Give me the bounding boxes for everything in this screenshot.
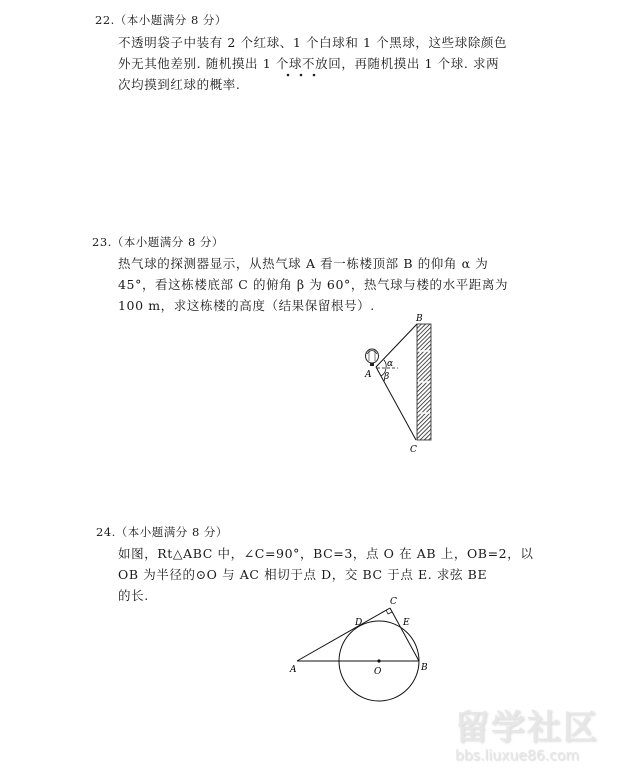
q23-line-3: 100 m，求这栋楼的高度（结果保留根号）. bbox=[118, 298, 375, 313]
q22-header bbox=[95, 12, 227, 28]
label-C: C bbox=[390, 597, 397, 607]
q22-score: （本小题满分 8 分） bbox=[114, 13, 227, 27]
q22-body bbox=[118, 32, 507, 95]
q24-line-1: 如图，Rt△ABC 中，∠C=90°，BC=3，点 O 在 AB 上，OB=2，以 bbox=[118, 546, 534, 561]
hot-air-balloon-icon bbox=[366, 349, 379, 366]
watermark-text: 留学社区 bbox=[455, 708, 599, 748]
q24-number: 24. bbox=[96, 525, 116, 539]
q23-balloon-building-figure bbox=[350, 310, 460, 460]
q24-score: （本小题满分 8 分） bbox=[115, 525, 228, 539]
q24-line-3: 的长. bbox=[118, 588, 149, 603]
q22-emphasis-dots bbox=[282, 71, 322, 79]
label-D: D bbox=[355, 618, 363, 628]
q23-line-1: 热气球的探测器显示，从热气球 A 看一栋楼顶部 B 的仰角 α 为 bbox=[118, 256, 489, 271]
q22-number: 22. bbox=[95, 13, 115, 27]
q24-header bbox=[96, 524, 228, 540]
q23-header bbox=[92, 234, 224, 250]
watermark-url: bbs.liuxue86.com bbox=[455, 748, 580, 764]
label-E: E bbox=[403, 618, 410, 628]
watermark bbox=[455, 708, 620, 778]
q23-line-2: 45°，看这栋楼底部 C 的俯角 β 为 60°，热气球与楼的水平距离为 bbox=[118, 277, 509, 292]
building-icon bbox=[417, 324, 431, 440]
label-beta: β bbox=[384, 372, 390, 382]
label-C: C bbox=[410, 445, 417, 455]
label-A: A bbox=[290, 665, 297, 675]
q24-circle-triangle-figure bbox=[280, 590, 520, 720]
q23-number: 23. bbox=[92, 235, 112, 249]
q22-line-3: 次均摸到红球的概率. bbox=[118, 77, 241, 92]
label-A: A bbox=[365, 370, 372, 380]
q24-line-2: OB 为半径的⊙O 与 AC 相切于点 D，交 BC 于点 E. 求弦 BE bbox=[118, 567, 488, 582]
label-B: B bbox=[416, 314, 423, 324]
q23-body bbox=[118, 253, 508, 316]
q22-line-1: 不透明袋子中装有 2 个红球、1 个白球和 1 个黑球，这些球除颜色 bbox=[118, 35, 508, 50]
label-alpha: α bbox=[387, 359, 394, 369]
label-B: B bbox=[421, 663, 428, 673]
q23-score: （本小题满分 8 分） bbox=[111, 235, 224, 249]
label-O: O bbox=[374, 667, 382, 677]
q22-line-2: 外无其他差别. 随机摸出 1 个球不放回，再随机摸出 1 个球. 求两 bbox=[118, 56, 500, 71]
